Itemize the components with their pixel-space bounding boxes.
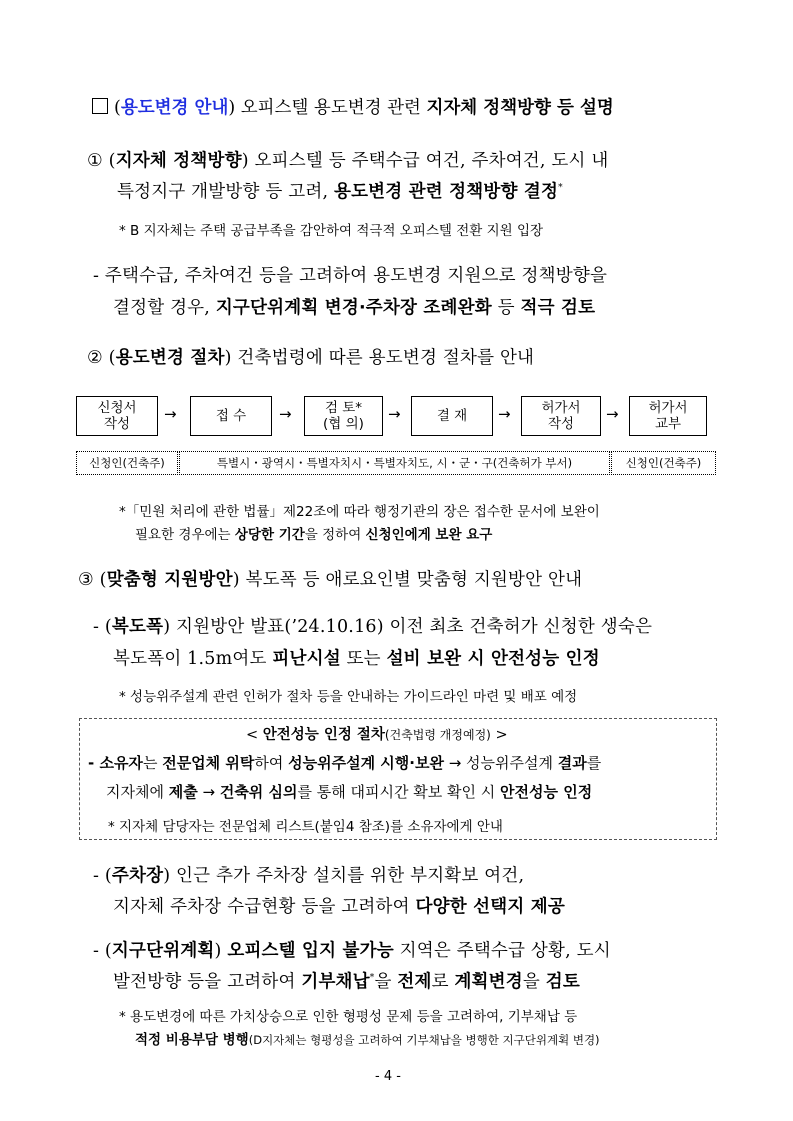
item1-text1: 오피스텔 등 주택수급 여건, 주차여건, 도시 내 [248,151,609,171]
flow-step-permit-issue [629,396,707,436]
flow-step-label: 허가서 [541,400,581,416]
flow-step-sublabel: 작성 [547,416,575,432]
parking-line1 [93,862,524,887]
safety-b3: 성능위주설계 시행·보완 [288,754,444,772]
safety-b4: 결과 [557,754,587,772]
safety-b2: 전문업체 위탁 [162,754,255,772]
flow-note-text: 필요한 경우에는 [135,527,235,543]
parking-text2: 지자체 주차장 수급현황 등을 고려하여 [113,897,416,917]
bullet1-bold1: 지구단위계획 변경·주차장 조례완화 [215,298,492,318]
section-header [92,94,614,119]
page-number: - 4 - [375,1069,401,1084]
safety-title-open: < [246,727,263,743]
safety-title-sub: (건축법령 개정예정) [384,728,491,742]
corridor-note: * 성능위주설계 관련 인허가 절차 등을 안내하는 가이드라인 마련 및 배포 예정 [119,689,578,705]
item2-number: ② [87,348,103,368]
district-label: 지구단위계획 [111,941,215,961]
item1-sup: * [558,183,563,194]
district-t1: ) [214,941,228,961]
district-t3: 발전방향 등을 고려하여 [113,972,302,992]
header-paren-open: ( [114,98,121,118]
corridor-text3: 또는 [340,649,387,669]
item1-bold: 용도변경 관련 정책방향 결정 [333,182,559,202]
safety-t1: 는 [142,754,163,772]
safety-b5: 제출 [168,783,198,801]
item3-number: ③ [78,570,94,590]
flow-step-review [304,396,383,436]
flow-note-bold1: 상당한 기간 [234,527,305,543]
flow-step-approve [411,396,493,436]
item1-label: 지자체 정책방향 [115,151,242,171]
safety-b7: 안전성능 인정 [500,783,593,801]
safety-line1 [88,752,601,773]
flow-step-label: 접 수 [215,408,247,424]
item3-paren-open: ( [99,570,107,590]
flow-arrow-icon: → [279,405,292,423]
district-note-line2 [135,1028,600,1048]
flow-step-receive [190,396,272,436]
flow-step-label: 신청서 [97,400,137,416]
district-note-bold: 적정 비용부담 병행 [135,1032,249,1048]
district-t4: 을 [374,972,398,992]
safety-title-close: > [490,727,508,743]
flow-step-label: 허가서 [648,400,688,416]
bullet1-bold2: 적극 검토 [520,298,596,318]
district-b1: 오피스텔 입지 불가능 [227,941,394,961]
safety-b6: 건축위 심의 [219,783,298,801]
flow-arrow-icon: → [164,405,177,423]
safety-line2 [106,781,592,802]
district-b4: 계획변경 [454,972,523,992]
parking-text: ) 인근 추가 주차장 설치를 위한 부지확보 여건, [163,866,525,886]
safety-t3: → 성능위주설계 [443,754,558,772]
flow-step-permit-write [521,396,601,436]
safety-t7: 를 통해 대피시간 확보 확인 시 [297,783,501,801]
district-note-sub: (D지자체는 형평성을 고려하여 기부채납을 병행한 지구단위계획 변경) [248,1033,600,1047]
flow-note-line2 [135,523,492,543]
flow-step-label: 결 재 [436,408,468,424]
item1-paren-open: ( [108,151,116,171]
parking-label: 주차장 [111,866,164,886]
flow-actor-applicant-end: 신청인(건축주) [611,451,716,475]
flow-step-label: 검 토* [324,400,363,416]
flow-arrow-icon: → [388,405,401,423]
item3-text: 복도폭 등 애로요인별 맞춤형 지원방안 안내 [239,570,583,590]
district-t5: 로 [431,972,455,992]
safety-box-title [246,723,508,744]
safety-title-bold: 안전성능 인정 절차 [262,727,385,743]
corridor-text: ) 지원방안 발표(’24.10.16) 이전 최초 건축허가 신청한 생숙은 [163,617,653,637]
safety-dash: - [88,754,100,772]
corridor-label: 복도폭 [111,617,164,637]
header-text: 오피스텔 용도변경 관련 [235,98,427,118]
parking-line2 [113,893,565,918]
district-b5: 검토 [545,972,580,992]
item1-line2 [117,178,563,203]
district-dash: - ( [93,941,112,961]
item1-text2: 특정지구 개발방향 등 고려, [117,182,334,202]
flow-note-line1: *「민원 처리에 관한 법률」제22조에 따라 행정기관의 장은 접수한 문서에 보완이 [119,504,600,520]
flow-note-bold2: 신청인에게 보완 요구 [365,527,493,543]
district-t2: 지역은 주택수급 상황, 도시 [393,941,611,961]
header-tag: 용도변경 안내 [120,98,229,118]
header-paren-close: ) [228,98,236,118]
parking-dash: - ( [93,866,112,886]
safety-t5: 지자체에 [106,783,169,801]
flow-step-sublabel: 작성 [103,416,131,432]
item3-line [78,566,582,591]
corridor-bold1: 피난시설 [272,649,341,669]
corridor-bold2: 설비 보완 시 안전성능 인정 [386,649,600,669]
district-note-line1: * 용도변경에 따른 가치상승으로 인한 형평성 문제 등을 고려하여, 기부채납 등 [119,1009,578,1025]
flow-step-sublabel: 교부 [654,416,682,432]
item2-line [87,344,534,369]
district-b2: 기부채납 [301,972,370,992]
item1-number: ① [87,151,103,171]
flow-step-apply [76,396,158,436]
flow-arrow-icon: → [498,405,511,423]
flow-arrow-icon: → [606,405,619,423]
flow-actor-applicant: 신청인(건축주) [76,451,178,475]
safety-t4: 를 [586,754,602,772]
corridor-line1 [93,613,652,638]
checkbox-square-icon [92,98,108,114]
item3-paren-close: ) [232,570,240,590]
item2-paren-close: ) [224,348,232,368]
bullet1-line1: - 주택수급, 주차여건 등을 고려하여 용도변경 지원으로 정책방향을 [93,266,608,286]
item2-text: 건축법령에 따른 용도변경 절차를 안내 [231,348,535,368]
corridor-text2: 복도폭이 1.5m여도 [113,649,273,669]
item2-paren-open: ( [108,348,116,368]
safety-t2: 하여 [254,754,289,772]
corridor-dash: - ( [93,617,112,637]
corridor-line2 [113,645,600,670]
safety-t6: → [197,783,220,801]
district-line1 [93,937,611,962]
bullet1-text2: 등 [491,298,521,318]
item2-label: 용도변경 절차 [115,348,225,368]
safety-note: * 지자체 담당자는 전문업체 리스트(붙임4 참조)를 소유자에게 안내 [108,819,503,835]
item1-paren-close: ) [241,151,249,171]
district-b3: 전제 [397,972,432,992]
flow-step-sublabel: (협 의) [323,416,364,432]
item1-line1 [87,147,609,172]
district-t6: 을 [522,972,546,992]
item1-note: * B 지자체는 주택 공급부족을 감안하여 적극적 오피스텔 전환 지원 입장 [119,223,544,239]
district-line2 [113,968,580,993]
bullet1-line2 [113,294,595,319]
flow-actor-authority: 특별시・광역시・특별자치시・특별자치도, 시・군・구(건축허가 부서) [179,451,610,475]
district-sup: * [369,973,375,984]
flow-note-text2: 을 정하여 [304,527,366,543]
item3-label: 맞춤형 지원방안 [106,570,233,590]
parking-bold: 다양한 선택지 제공 [415,897,565,917]
header-bold: 지자체 정책방향 등 설명 [426,98,614,118]
bullet1-text: 결정할 경우, [113,298,216,318]
safety-owner: 소유자 [99,754,143,772]
